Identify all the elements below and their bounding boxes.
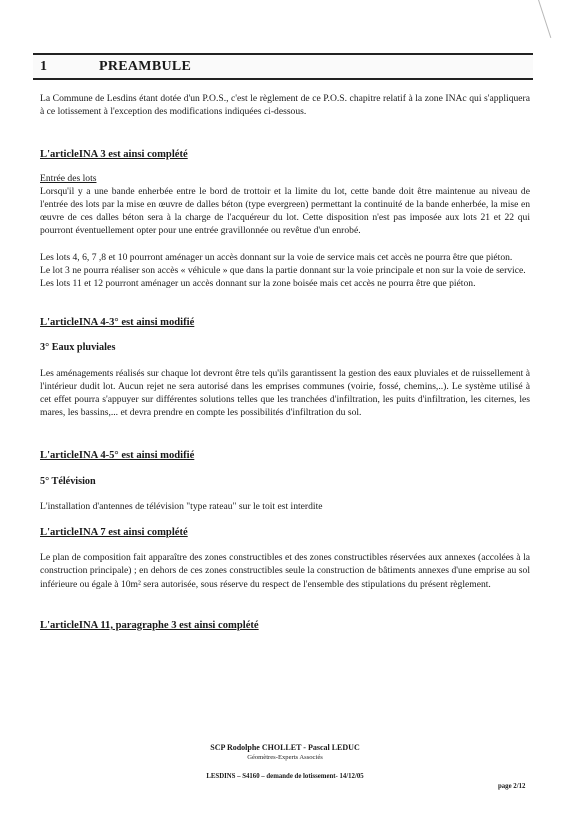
article-3-paragraph-4: Les lots 11 et 12 pourront aménager un accès donnant sur la zone boisée mais cet accès ne pourra être que piéton. [40, 278, 476, 290]
footer-company: SCP Rodolphe CHOLLET - Pascal LEDUC [210, 743, 360, 752]
section-number: 1 [40, 59, 47, 74]
article-3-paragraph-3: Le lot 3 ne pourra réaliser son accès « véhicule » que dans la partie donnant sur la voie principale et non sur la voie de service. [40, 264, 526, 276]
article-3-paragraph-2: Les lots 4, 6, 7 ,8 et 10 pourront aménager un accès donnant sur la voie de service mais cet accès ne pourra être que piéton. [40, 251, 513, 263]
page-footer [0, 743, 570, 763]
article-4-3-paragraph: Les aménagements réalisés sur chaque lot devront être tels qu'ils garantissent la gestion des eaux pluviales et de ruissellement à l'intérieur dudit lot. Aucun rejet ne sera autorisé dans les emprises communes (voirie, fossé, chemins,..). Le système utilisé à cet effet pourra s'appuyer sur différentes solutions telles que les tranchées d'infiltration, les puits d'infiltration, les citernes, les mares, les bassins,... et devra prendre en compte les possibilités d'infiltration du sol. [40, 367, 530, 419]
article-4-3-title: L'articleINA 4-3° est ainsi modifié [40, 317, 195, 329]
article-3-title: L'articleINA 3 est ainsi complété [40, 149, 188, 161]
section-title: PREAMBULE [99, 59, 192, 74]
article-7-paragraph: Le plan de composition fait apparaître des zones constructibles et des zones constructibles réservées aux annexes (accolées à la construction principale) ; en dehors de ces zones constructibles seule la construction de bâtiments annexes d'une emprise au sol inférieure ou égale à 10m² sera autorisée, sous réserve du respect de l'ensemble des stipulations du présent règlement. [40, 552, 530, 590]
article-7-title: L'articleINA 7 est ainsi complété [40, 527, 188, 539]
footer-reference: LESDINS – S4160 – demande de lotissement- 14/12/05 [206, 773, 364, 780]
article-4-3-subheading: 3° Eaux pluviales [40, 342, 116, 354]
article-11-title: L'articleINA 11, paragraphe 3 est ainsi complété [40, 619, 259, 631]
section-heading [33, 53, 533, 80]
page-number: page 2/12 [498, 783, 526, 790]
footer-subtitle: Géomètres-Experts Associés [247, 754, 323, 761]
article-3-subheading: Entrée des lots [40, 172, 97, 184]
article-3-paragraph-1: Lorsqu'il y a une bande enherbée entre le bord de trottoir et la limite du lot, cette bande doit être maintenue au niveau de l'entrée des lots par la mise en œuvre de dalles béton (type evergreen) permettant la continuité de la bande enherbée, la mise en œuvre de ces dalles béton sera à la charge de l'acquéreur du lot. Cette disposition n'est pas imposée aux lots 21 et 22 qui pourront éventuellement opter pour une entrée gravillonnée ou revêtue d'un enrobé. [40, 185, 530, 237]
scan-edge-mark [538, 0, 551, 38]
article-4-5-title: L'articleINA 4-5° est ainsi modifié [40, 450, 195, 462]
intro-paragraph: La Commune de Lesdins étant dotée d'un P.O.S., c'est le règlement de ce P.O.S. chapitre relatif à la zone INAc qui s'appliquera à ce lotissement à l'exception des modifications indiquées ci-dessous. [40, 93, 530, 118]
document-body [40, 92, 530, 632]
article-4-5-paragraph: L'installation d'antennes de télévision "type rateau" sur le toit est interdite [40, 500, 323, 512]
article-4-5-subheading: 5° Télévision [40, 475, 96, 487]
